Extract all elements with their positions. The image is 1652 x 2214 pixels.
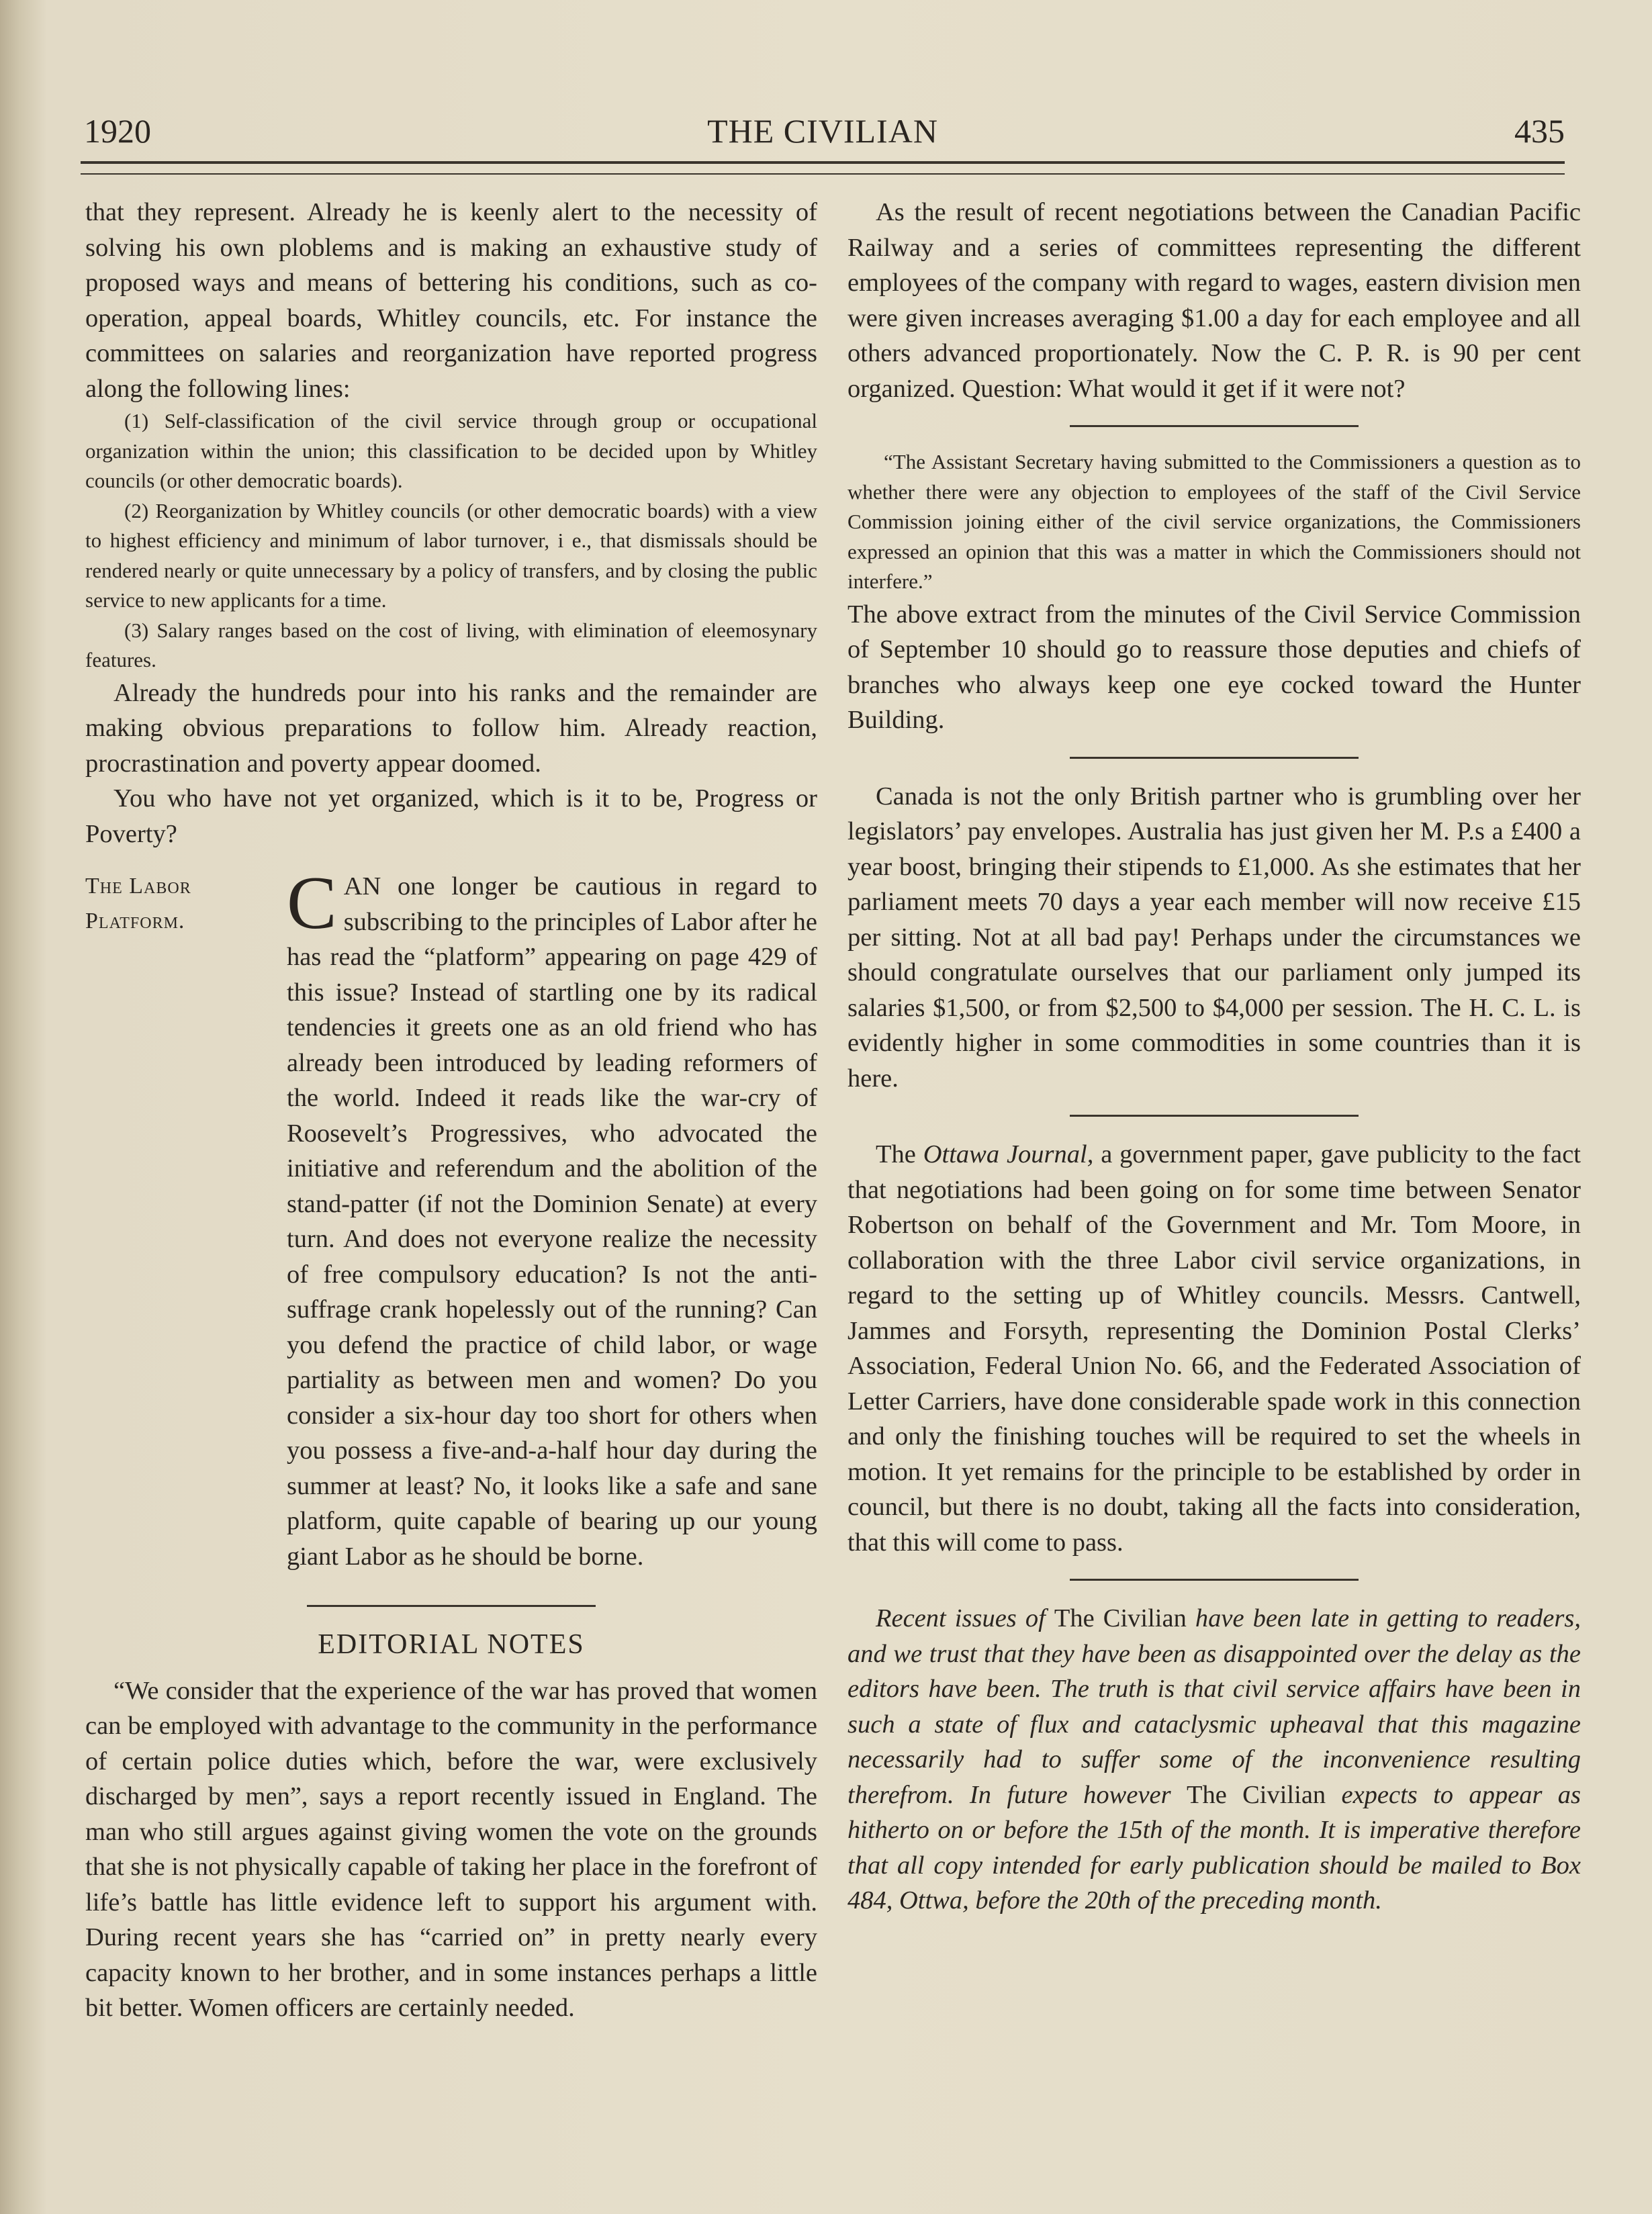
list-item-2: (2) Reorganization by Whitley councils (or other democratic boards) with a view to highest efficiency and minimum of labor turnover, i e., that dismissals should be rendered nearly or quite unnecessary by a policy of transfers, and by closing the public service to new applicants for a time. — [85, 498, 817, 612]
labor-platform-text: AN one longer be cautious in regard to subscribing to the principles of Labor after he has read the “platform” appearing on page 429 of this issue? Instead of startling one by its radical tendencies it greets one as an old friend who has already been introduced by leading reformers of the world. Indeed it reads like the war-cry of Roosevelt’s Progressives, who advocated the initiative and referendum and the abolition of the stand-patter (if not the Dominion Senate) at every turn. And does not everyone realize the necessity of free compulsory education? Is not the anti-suffrage crank hopelessly out of the running? Can you defend the practice of child labor, or wage partiality as between men and women? Do you consider a six-hour day too short for others when you possess a five-and-a-half hour day during the summer at least? No, it looks like a safe and sane platform, quite capable of bearing up our young giant Labor as he should be borne. — [287, 872, 817, 1571]
notice-part-e: expects to appear as hitherto on or before the 15th of the month. It is imperative therefore that all copy intended for early publication should be mailed to Box 484, Ottwa, before the 20th of the preceding month. — [847, 1780, 1581, 1915]
notice-magazine-name-1: The Civilian — [1054, 1604, 1187, 1632]
side-heading-line-2: Platform. — [85, 909, 185, 933]
left-column — [85, 195, 817, 2026]
journal-name: Ottawa Journal, — [923, 1140, 1094, 1168]
section-divider — [1070, 757, 1359, 759]
p4-rest: a government paper, gave publicity to the fact that negotiations had been going on for some time between Senator Robertson on behalf of the Government and Mr. Tom Moore, in collaboration with the three Labor civil service organizations, in regard to the setting up of Whitley councils. Messrs. Cantwell, Jammes and Forsyth, representing the Dominion Postal Clerks’ Association, Federal Union No. 66, and the Federated Association of Letter Carriers, have done considerable spade work in this connection and only the finishing touches will be required to set the wheels in motion. It yet remains for the principle to be established by order in council, but there is no doubt, taking all the facts into consideration, that this will come to pass. — [847, 1140, 1581, 1557]
header-page-number: 435 — [1514, 112, 1565, 150]
list-item-1: (1) Self-classification of the civil service through group or occupational organization within the union; this classification to be decided upon by Whitley councils (or other democratic boards). — [85, 409, 817, 492]
header-title: THE CIVILIAN — [707, 112, 938, 150]
side-heading — [85, 869, 280, 939]
header-rule — [81, 161, 1565, 175]
page-header — [81, 106, 1565, 153]
labor-platform-paragraph — [85, 862, 817, 1574]
notice-magazine-name-2: The Civilian — [1186, 1780, 1326, 1809]
p4-start: The — [876, 1140, 923, 1168]
left-paragraph-2: Already the hundreds pour into his ranks and the remainder are making obvious preparations to follow him. Already reaction, procrastination and poverty appear doomed. — [85, 678, 817, 778]
section-divider — [1070, 1579, 1359, 1581]
right-paragraph-4 — [847, 1137, 1581, 1560]
right-paragraph-2: The above extract from the minutes of the Civil Service Commission of September 10 should go to reassure those deputies and chiefs of branches who always keep one eye cocked toward the Hunter Building. — [847, 600, 1581, 734]
notice-part-c: have been late in getting to readers, and we trust that they have been as disappointed over the delay as the editors have been. The truth is that civil service affairs have been in such a state of flux and cataclysmic upheaval that this magazine necessarily had to suffer some of the inconvenience resulting therefrom. In future however — [847, 1604, 1581, 1809]
right-column — [847, 195, 1581, 1919]
section-divider — [1070, 425, 1359, 427]
side-heading-line-1: The Labor — [85, 874, 191, 898]
left-paragraph-1: that they represent. Already he is keenly alert to the necessity of solving his own ploblems and is making an exhaustive study of proposed ways and means of bettering his conditions, such as co-operation, appeal boards, Whitley councils, etc. For instance the committees on salaries and reorganization have reported progress along the following lines: — [85, 198, 817, 403]
section-divider — [1070, 1115, 1359, 1117]
publication-notice — [847, 1601, 1581, 1919]
header-year: 1920 — [84, 112, 151, 150]
editorial-heading: EDITORIAL NOTES — [318, 1629, 585, 1660]
editorial-paragraph: “We consider that the experience of the war has proved that women can be employed with advantage to the community in the performance of certain police duties which, before the war, were exclusively discharged by men”, says a report recently issued in England. The man who still argues against giving women the vote on the grounds that she is not physically capable of taking her place in the forefront of life’s battle has little evidence left to support his argument with. During recent years she has “carried on” in pretty nearly every capacity known to her brother, and in some instances perhaps a little bit better. Women officers are certainly needed. — [85, 1676, 817, 2022]
right-paragraph-1: As the result of recent negotiations between the Canadian Pacific Railway and a series of committees representing the different employees of the company with regard to wages, eastern division men were given increases averaging $1.00 a day for each employee and all others advanced proportionately. Now the C. P. R. is 90 per cent organized. Question: What would it get if it were not? — [847, 198, 1581, 403]
section-divider — [307, 1605, 596, 1607]
list-item-3: (3) Salary ranges based on the cost of living, with elimination of eleemosynary features. — [85, 618, 817, 672]
left-paragraph-3: You who have not yet organized, which is it to be, Progress or Poverty? — [85, 784, 817, 848]
right-paragraph-3: Canada is not the only British partner who is grumbling over her legislators’ pay envelopes. Australia has just given her M. P.s a £400 a year boost, bringing their stipends to £1,000. As she estimates that her parliament meets 70 days a year each member will now receive £15 per sitting. Not at all bad pay! Perhaps under the circumstances we should congratulate ourselves that our parliament only jumped its salaries $1,500, or from $2,500 to $4,000 per session. The H. C. L. is evidently higher in some commodities in some countries than it is here. — [847, 782, 1581, 1093]
notice-part-a: Recent issues of — [876, 1604, 1054, 1632]
drop-cap: C — [287, 862, 337, 945]
commission-quote: “The Assistant Secretary having submitted to the Commissioners a question as to whether there were any objection to employees of the staff of the Civil Service Commission joining either of the civil service organizations, the Commissioners expressed an opinion that this was a matter in which the Commissioners should not interfere.” — [847, 450, 1581, 593]
labor-platform-section — [85, 862, 817, 1574]
